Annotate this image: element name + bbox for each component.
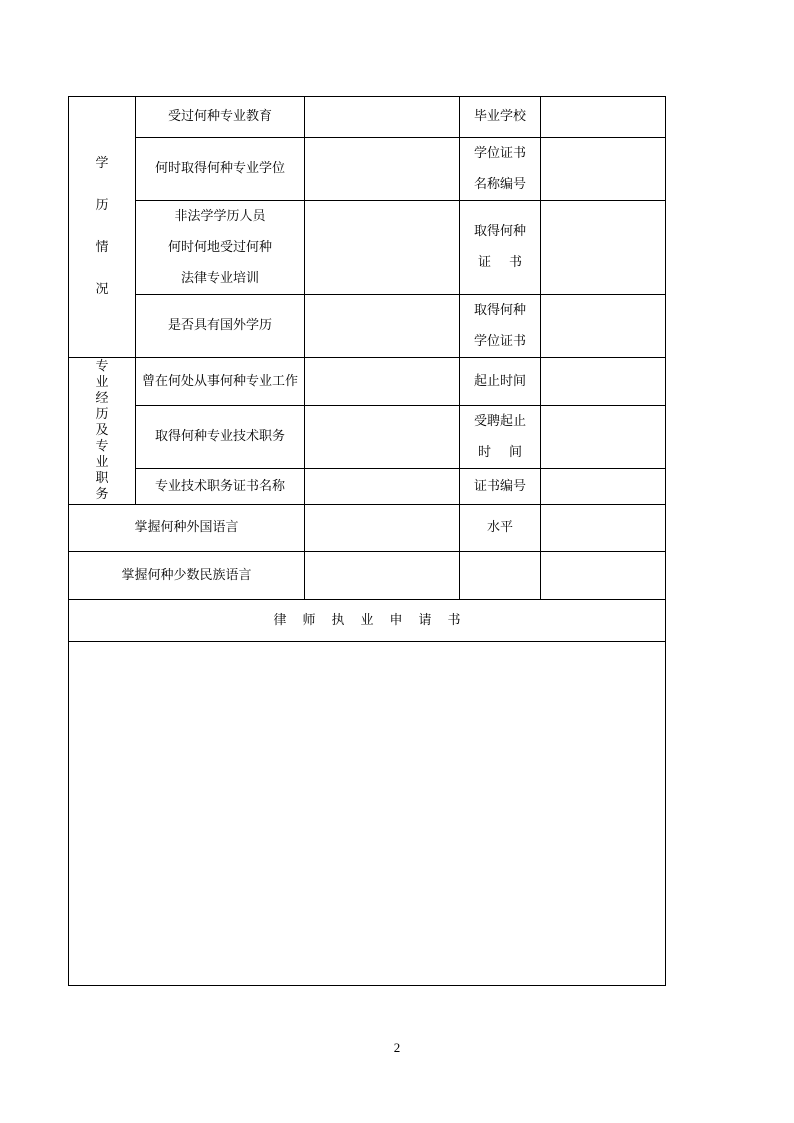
- work-history-field[interactable]: [305, 358, 460, 406]
- legal-training-label: [136, 201, 305, 295]
- graduated-school-field[interactable]: [541, 97, 666, 138]
- application-title-char: 执: [331, 612, 345, 628]
- appointment-period-char: 时: [478, 444, 492, 460]
- foreign-language-label: 掌握何种外国语言: [69, 505, 305, 552]
- certificate-number-field[interactable]: [541, 469, 666, 505]
- title-certificate-name-label: 专业技术职务证书名称: [136, 469, 305, 505]
- foreign-language-row: [69, 505, 666, 552]
- foreign-degree-field[interactable]: [541, 295, 666, 358]
- lawyer-practice-application-form: [68, 96, 666, 986]
- appointment-period-label-line: 受聘起止: [473, 413, 526, 429]
- education-row-training: [69, 201, 666, 295]
- application-title-char: 律: [273, 612, 287, 628]
- education-row-foreign: [69, 295, 666, 358]
- minority-language-level-field[interactable]: [541, 552, 666, 600]
- title-certificate-name-field[interactable]: [305, 469, 460, 505]
- application-title-char: 申: [389, 612, 403, 628]
- professional-section-char: 务: [95, 487, 109, 502]
- professional-section-char: 专: [95, 359, 109, 374]
- degree-certificate-label: [460, 138, 541, 201]
- legal-training-field[interactable]: [305, 201, 460, 295]
- legal-training-label-line: 何时何地受过何种: [167, 239, 272, 255]
- education-section-char: 况: [95, 282, 109, 297]
- degree-obtained-label: 何时取得何种专业学位: [136, 138, 305, 201]
- language-level-label: 水平: [460, 505, 541, 552]
- application-body-field[interactable]: [69, 642, 666, 986]
- foreign-education-field[interactable]: [305, 295, 460, 358]
- professional-row-certificate: [69, 469, 666, 505]
- certificate-obtained-field[interactable]: [541, 201, 666, 295]
- professional-section-char: 历: [95, 407, 109, 422]
- certificate-obtained-char: 书: [508, 255, 522, 270]
- certificate-obtained-label: [460, 201, 541, 295]
- application-title-char: 业: [360, 612, 374, 628]
- application-body-row: [69, 642, 666, 986]
- foreign-language-field[interactable]: [305, 505, 460, 552]
- degree-certificate-label-line: 名称编号: [473, 176, 526, 192]
- professional-section-char: 经: [95, 391, 109, 406]
- professional-section-label: [69, 358, 136, 505]
- language-level-field[interactable]: [541, 505, 666, 552]
- certificate-obtained-char: 证: [478, 255, 492, 270]
- work-period-field[interactable]: [541, 358, 666, 406]
- education-section-char: 学: [95, 156, 109, 171]
- application-title: [69, 600, 666, 642]
- application-title-char: 师: [302, 612, 316, 628]
- education-section-char: 历: [95, 198, 109, 213]
- minority-language-field[interactable]: [305, 552, 460, 600]
- technical-title-field[interactable]: [305, 406, 460, 469]
- appointment-period-char: 间: [508, 444, 522, 460]
- education-row-major: [69, 97, 666, 138]
- certificate-number-label: 证书编号: [460, 469, 541, 505]
- legal-training-label-line: 非法学学历人员: [174, 208, 266, 224]
- degree-obtained-field[interactable]: [305, 138, 460, 201]
- degree-certificate-label-line: 学位证书: [473, 145, 526, 161]
- professional-row-work: [69, 358, 666, 406]
- application-title-row: [69, 600, 666, 642]
- appointment-period-label: [460, 406, 541, 469]
- certificate-obtained-label-line: 取得何种: [473, 224, 526, 239]
- foreign-education-label: 是否具有国外学历: [136, 295, 305, 358]
- degree-certificate-field[interactable]: [541, 138, 666, 201]
- technical-title-label: 取得何种专业技术职务: [136, 406, 305, 469]
- minority-language-extra-field[interactable]: [460, 552, 541, 600]
- work-history-label: 曾在何处从事何种专业工作: [136, 358, 305, 406]
- appointment-period-label-line: [460, 445, 540, 461]
- professional-section-char: 业: [95, 375, 109, 390]
- minority-language-row: [69, 552, 666, 600]
- major-education-field[interactable]: [305, 97, 460, 138]
- professional-section-char: 业: [95, 455, 109, 470]
- minority-language-label: 掌握何种少数民族语言: [69, 552, 305, 600]
- legal-training-label-line: 法律专业培训: [180, 270, 259, 286]
- professional-row-title: [69, 406, 666, 469]
- work-period-label: 起止时间: [460, 358, 541, 406]
- appointment-period-field[interactable]: [541, 406, 666, 469]
- major-education-label: 受过何种专业教育: [136, 97, 305, 138]
- foreign-degree-label-line: 取得何种: [473, 302, 526, 318]
- education-section-char: 情: [95, 240, 109, 255]
- certificate-obtained-label-line: [460, 255, 540, 271]
- application-title-char: 书: [447, 612, 461, 628]
- education-section-label: [69, 97, 136, 358]
- professional-section-char: 及: [95, 423, 109, 438]
- professional-section-char: 专: [95, 439, 109, 454]
- graduated-school-label: 毕业学校: [460, 97, 541, 138]
- foreign-degree-label: [460, 295, 541, 358]
- foreign-degree-label-line: 学位证书: [473, 333, 526, 349]
- professional-section-char: 职: [95, 471, 109, 486]
- education-row-degree: [69, 138, 666, 201]
- application-title-char: 请: [418, 612, 432, 628]
- page-number: 2: [393, 1040, 401, 1055]
